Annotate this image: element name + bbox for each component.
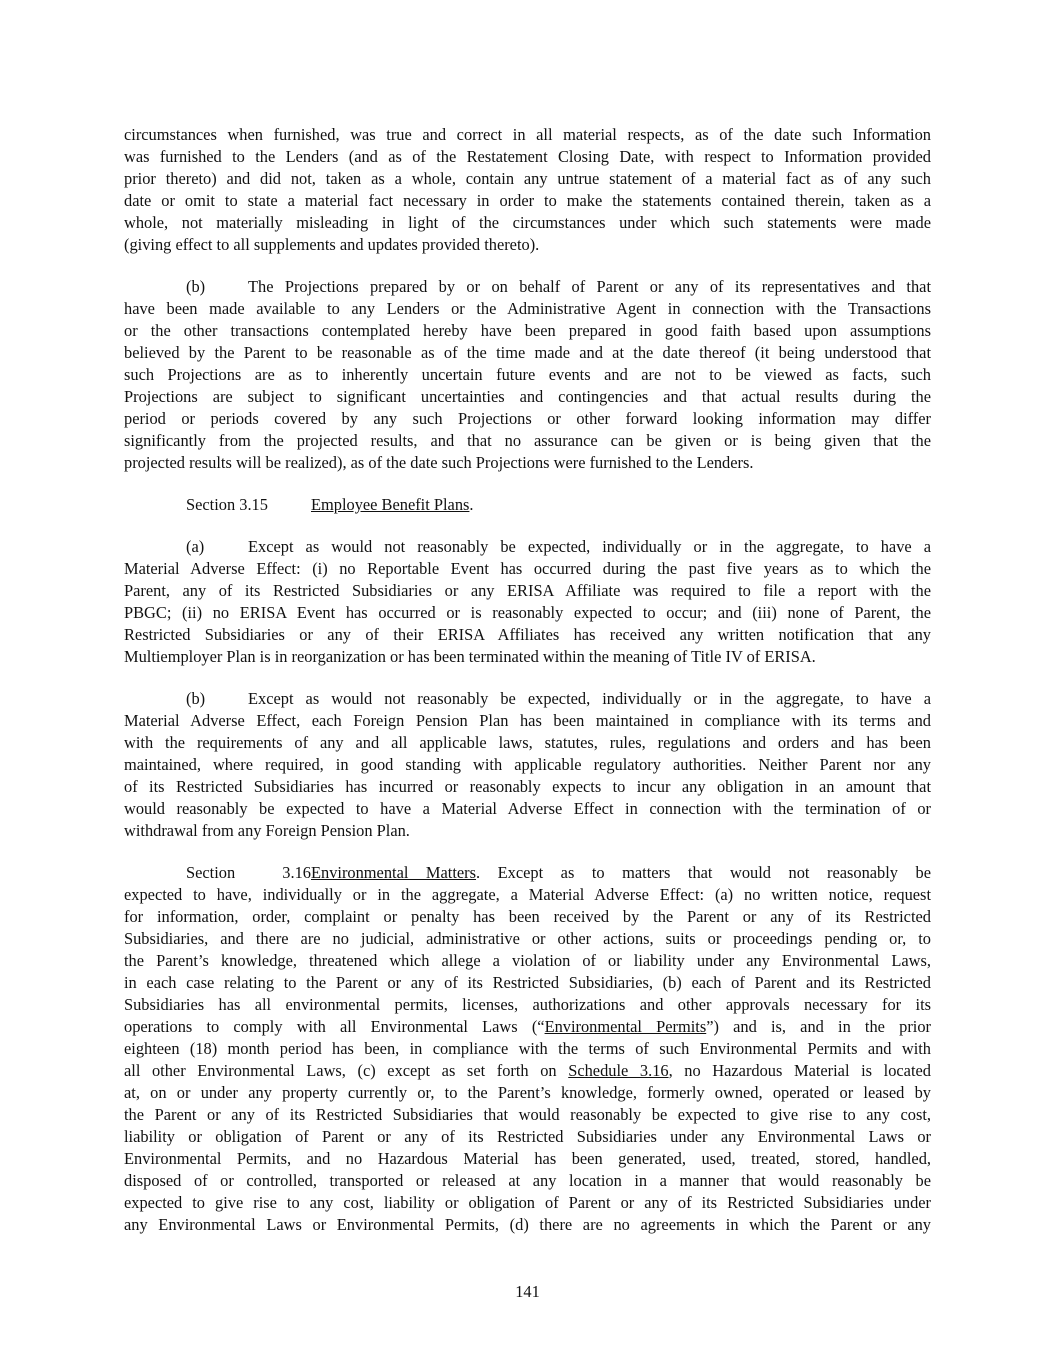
text-line [124,776,931,798]
text-segment: operations to comply with all Environmental Laws (“ [124,1017,545,1036]
text-line [124,710,931,732]
text-segment: whole, not materially misleading in light of the circumstances under which such statements were made [124,213,931,232]
item-label: (b) [186,689,206,708]
text-line [124,624,931,646]
text-line [124,884,931,906]
text-segment: eighteen (18) month period has been, in compliance with the terms of such Environmental Permits and with [124,1039,931,1058]
text-segment: Subsidiaries, and there are no judicial, administrative or other actions, suits or proceedings pending or, to [124,929,931,948]
text-segment: significantly from the projected results, and that no assurance can be given or is being given that the [124,431,931,450]
text-segment: would reasonably be expected to have a Material Adverse Effect in connection with the termination of or [124,799,931,818]
text-segment: PBGC; (ii) no ERISA Event has occurred or is reasonably expected to occur; and (iii) none of Parent, the [124,603,931,622]
text-line [124,408,931,430]
text-segment: in each case relating to the Parent or any of its Restricted Subsidiaries, (b) each of Parent and its Restricted [124,973,931,992]
text-segment: for information, order, complaint or penalty has been received by the Parent or any of its Restricted [124,907,931,926]
text-segment: with the requirements of any and all applicable laws, statutes, rules, regulations and orders and has been [124,733,931,752]
text-line [124,798,931,820]
text-line [124,1016,931,1038]
section-heading [124,862,931,884]
text-line [124,1038,931,1060]
text-line [124,276,931,298]
text-segment: or the other transactions contemplated hereby have been prepared in good faith based upon assumptions [124,321,931,340]
text-segment: liability or obligation of Parent or any of its Restricted Subsidiaries under any Environmental Laws or [124,1127,931,1146]
text-segment: prior thereto) and did not, taken as a whole, contain any untrue statement of a material fact as of any such [124,169,931,188]
text-line [124,1082,931,1104]
text-segment: believed by the Parent to be reasonable as of the time made and at the date thereof (it being understood that [124,343,931,362]
text-segment: maintained, where required, in good standing with applicable regulatory authorities. Neither Parent nor any [124,755,931,774]
text-line [124,928,931,950]
text-line [124,430,931,452]
paragraph [124,688,931,842]
page-number: 141 [515,1282,540,1301]
text-line [124,1104,931,1126]
text-segment: ”) and is, and in the prior [706,1017,931,1036]
text-line [124,212,931,234]
paragraph [124,276,931,474]
text-segment: at, on or under any property currently or, to the Parent’s knowledge, formerly owned, operated or leased by [124,1083,931,1102]
text-line [124,820,931,842]
text-line [124,580,931,602]
item-label: (b) [186,277,206,296]
text-segment: Parent, any of its Restricted Subsidiaries or any ERISA Affiliate was required to file a report with the [124,581,931,600]
text-segment: disposed of or controlled, transported or released at any location in a manner that would reasonably be [124,1171,931,1190]
text-line [124,906,931,928]
section-text: . Except as to matters that would not reasonably be [476,863,931,882]
section-paragraph [124,862,931,1236]
section-heading [124,494,931,516]
text-segment: period or periods covered by any such Projections or other forward looking information may differ [124,409,931,428]
text-segment: (giving effect to all supplements and updates provided thereto). [124,235,540,254]
text-segment: expected to have, individually or in the aggregate, a Material Adverse Effect: (a) no written notice, request [124,885,931,904]
text-segment: date or omit to state a material fact necessary in order to make the statements contained therein, taken as a [124,191,931,210]
text-segment: Projections are subject to significant uncertainties and contingencies and that actual results during the [124,387,931,406]
text-line [124,234,931,256]
text-segment: Except as would not reasonably be expected, individually or in the aggregate, to have a [248,537,931,556]
text-line [124,972,931,994]
text-line [124,342,931,364]
text-segment: Environmental Permits, and no Hazardous Material has been generated, used, treated, stored, handled, [124,1149,931,1168]
section-title: Environmental Matters [311,863,477,882]
text-line [124,602,931,624]
section-number: Section 3.15 [186,495,268,514]
section-number: Section 3.16 [186,863,311,882]
text-line [124,1148,931,1170]
text-line [124,950,931,972]
text-line [124,364,931,386]
item-label: (a) [186,537,205,556]
text-line [124,688,931,710]
text-segment: such Projections are as to inherently uncertain future events and are not to be viewed as facts, such [124,365,931,384]
text-line [124,1192,931,1214]
text-segment: Except as would not reasonably be expected, individually or in the aggregate, to have a [248,689,931,708]
paragraph [124,536,931,668]
text-segment: The Projections prepared by or on behalf of Parent or any of its representatives and that [248,277,931,296]
text-line [124,536,931,558]
text-segment: was furnished to the Lenders (and as of the Restatement Closing Date, with respect to Information provided [124,147,931,166]
text-segment: the Parent’s knowledge, threatened which allege a violation of or liability under any Environmental Laws, [124,951,931,970]
text-line [124,646,931,668]
text-segment: the Parent or any of its Restricted Subsidiaries that would reasonably be expected to give rise to any cost, [124,1105,931,1124]
section-title-punct: . [469,495,474,514]
text-segment: Material Adverse Effect: (i) no Reportable Event has occurred during the past five years as to which the [124,559,931,578]
text-line [124,168,931,190]
text-line [124,1214,931,1236]
text-segment: Subsidiaries has all environmental permits, licenses, authorizations and other approvals necessary for its [124,995,931,1014]
section-paragraph [124,494,931,516]
document-body [124,124,931,1256]
text-segment: withdrawal from any Foreign Pension Plan. [124,821,410,840]
text-line [124,1126,931,1148]
text-line [124,558,931,580]
text-line [124,1170,931,1192]
text-segment: projected results will be realized), as of the date such Projections were furnished to the Lenders. [124,453,754,472]
text-line [124,452,931,474]
text-line [124,754,931,776]
text-line [124,320,931,342]
underlined-reference: Environmental Permits [544,1017,707,1036]
text-line [124,190,931,212]
text-line [124,124,931,146]
text-segment: Material Adverse Effect, each Foreign Pension Plan has been maintained in compliance with its terms and [124,711,931,730]
underlined-reference: Schedule 3.16 [568,1061,669,1080]
section-title: Employee Benefit Plans [311,495,470,514]
paragraph [124,124,931,256]
text-line [124,146,931,168]
text-segment: have been made available to any Lenders or the Administrative Agent in connection with the Transactions [124,299,931,318]
text-line [124,386,931,408]
text-line [124,732,931,754]
text-segment: , no Hazardous Material is located [668,1061,931,1080]
text-segment: of its Restricted Subsidiaries has incurred or reasonably expects to incur any obligation in an amount that [124,777,931,796]
text-line [124,994,931,1016]
text-line [124,298,931,320]
text-segment: Restricted Subsidiaries or any of their ERISA Affiliates has received any written notification that any [124,625,931,644]
text-line [124,1060,931,1082]
text-segment: Multiemployer Plan is in reorganization or has been terminated within the meaning of Title IV of ERISA. [124,647,816,666]
text-segment: circumstances when furnished, was true and correct in all material respects, as of the date such Information [124,125,931,144]
text-segment: all other Environmental Laws, (c) except as set forth on [124,1061,569,1080]
text-segment: expected to give rise to any cost, liability or obligation of Parent or any of its Restricted Subsidiaries under [124,1193,931,1212]
text-segment: any Environmental Laws or Environmental Permits, (d) there are no agreements in which the Parent or any [124,1215,931,1234]
